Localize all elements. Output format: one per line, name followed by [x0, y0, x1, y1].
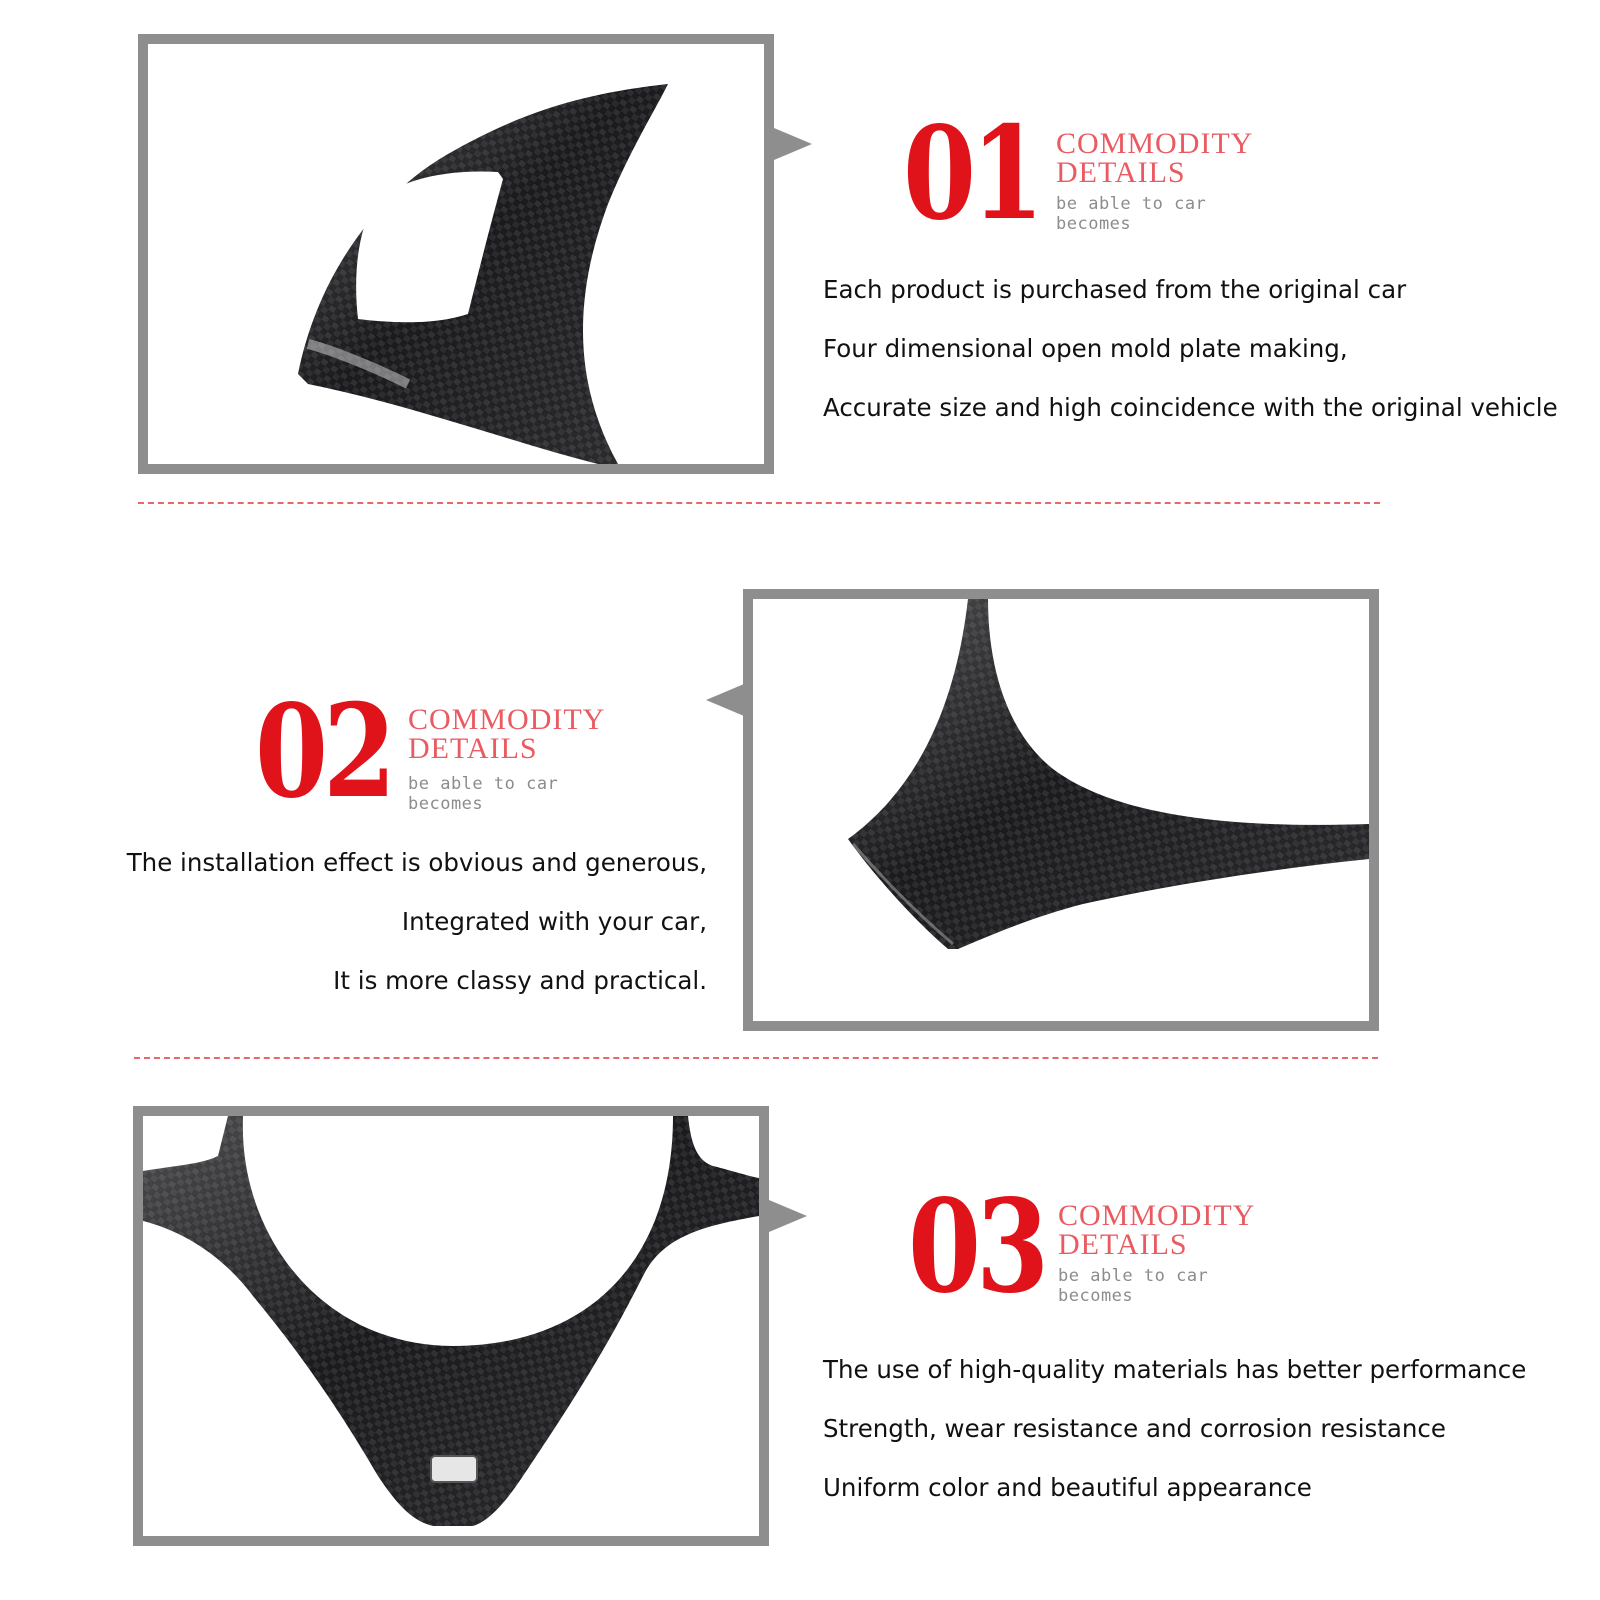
section-number-2: 02: [255, 677, 392, 827]
product-photo-frame-2: [743, 589, 1379, 1031]
section-number-3: 03: [908, 1172, 1045, 1322]
section-divider-2: [134, 1057, 1378, 1059]
section-2-text-line-2: Integrated with your car,: [401, 907, 707, 936]
section-3-text-line-2: Strength, wear resistance and corrosion resistance: [823, 1414, 1446, 1443]
product-photo-frame-1: [138, 34, 774, 474]
section-heading-1-line1: COMMODITY: [1056, 127, 1254, 160]
section-3-text-line-3: Uniform color and beautiful appearance: [823, 1473, 1312, 1502]
section-heading-1-line2: DETAILS: [1056, 156, 1186, 189]
section-3-text-line-1: The use of high-quality materials has better performance: [823, 1355, 1527, 1384]
section-subtitle-2-line1: be able to car: [408, 774, 559, 794]
steering-trim-corner-image: [753, 599, 1369, 1021]
section-1-text-line-2: Four dimensional open mold plate making,: [823, 334, 1348, 363]
steering-trim-bottom-image: [143, 1116, 759, 1536]
section-subtitle-1-line2: becomes: [1056, 214, 1132, 234]
section-1-text-line-1: Each product is purchased from the original car: [823, 275, 1407, 304]
section-divider-1: [138, 502, 1380, 504]
section-2-text-line-1: The installation effect is obvious and generous,: [126, 848, 707, 877]
frame-pointer-3: [769, 1200, 807, 1232]
section-heading-3-line1: COMMODITY: [1058, 1199, 1256, 1232]
section-subtitle-3-line1: be able to car: [1058, 1266, 1209, 1286]
section-heading-3-line2: DETAILS: [1058, 1228, 1188, 1261]
section-subtitle-1-line1: be able to car: [1056, 194, 1207, 214]
section-subtitle-3-line2: becomes: [1058, 1286, 1134, 1306]
section-2-text-line-3: It is more classy and practical.: [333, 966, 707, 995]
section-1-text-line-3: Accurate size and high coincidence with the original vehicle: [823, 393, 1558, 422]
section-heading-2-line1: COMMODITY: [408, 703, 606, 736]
frame-pointer-1: [774, 128, 812, 160]
product-photo-frame-3: [133, 1106, 769, 1546]
frame-pointer-2: [706, 684, 744, 716]
steering-trim-side-image: [148, 44, 764, 464]
section-heading-2-line2: DETAILS: [408, 732, 538, 765]
section-subtitle-2-line2: becomes: [408, 794, 484, 814]
section-number-1: 01: [903, 99, 1040, 249]
